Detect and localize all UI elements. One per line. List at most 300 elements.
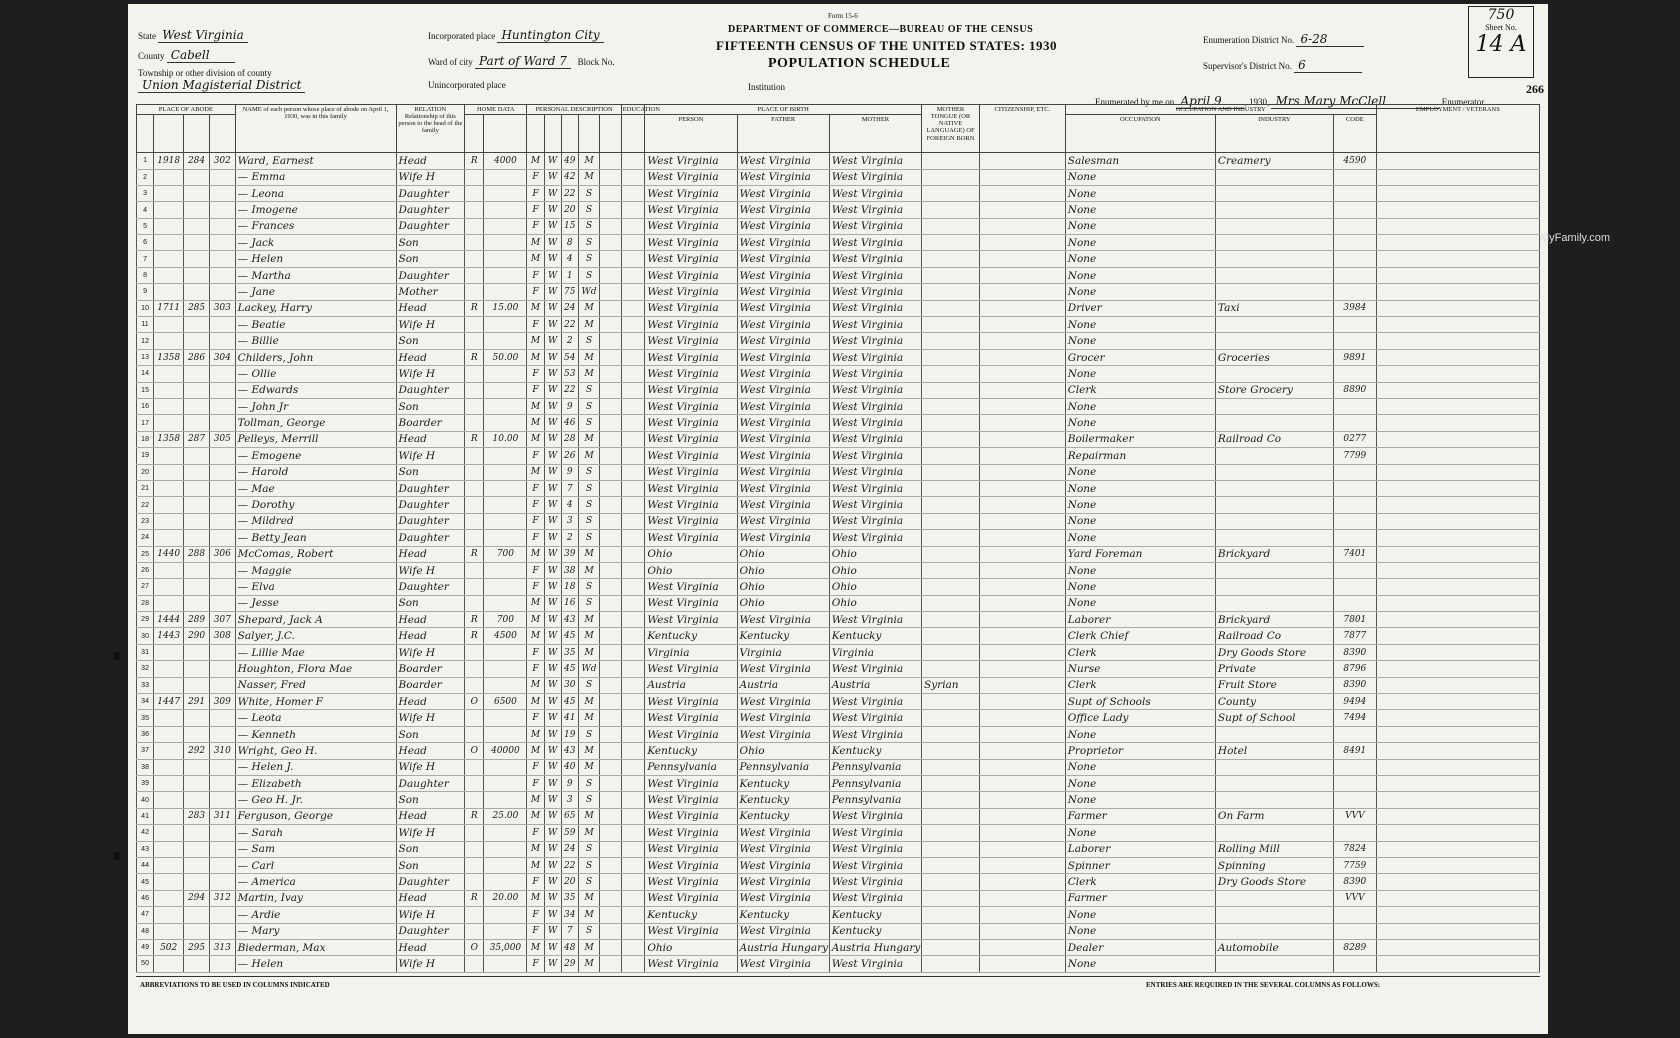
cell-val bbox=[484, 415, 527, 431]
cell-ms: M bbox=[578, 644, 599, 660]
cell-age: 53 bbox=[561, 366, 578, 382]
cell-line: 22 bbox=[137, 497, 154, 513]
cell-blank3 bbox=[979, 874, 1065, 890]
cell-dw bbox=[184, 792, 210, 808]
cell-blank3 bbox=[979, 185, 1065, 201]
cell-fb: West Virginia bbox=[737, 874, 829, 890]
sheet-number: 14 A bbox=[1475, 32, 1527, 57]
cell-own bbox=[465, 562, 484, 578]
cell-blank2 bbox=[621, 349, 645, 365]
cell-blank3 bbox=[979, 333, 1065, 349]
cell-tongue bbox=[922, 825, 980, 841]
cell-blank1 bbox=[600, 825, 621, 841]
cell-bp: West Virginia bbox=[645, 431, 737, 447]
cell-race: W bbox=[544, 235, 561, 251]
cell-own: O bbox=[465, 939, 484, 955]
cell-race: W bbox=[544, 366, 561, 382]
cell-occ: None bbox=[1065, 202, 1215, 218]
cell-ind bbox=[1215, 775, 1333, 791]
cell-val bbox=[484, 775, 527, 791]
cell-tongue bbox=[922, 300, 980, 316]
cell-sex: F bbox=[527, 317, 544, 333]
cell-name: Ferguson, George bbox=[235, 808, 396, 824]
cell-fam bbox=[209, 317, 235, 333]
cell-occ: Clerk bbox=[1065, 677, 1215, 693]
cell-blank3 bbox=[979, 841, 1065, 857]
cell-rel: Daughter bbox=[396, 874, 465, 890]
cell-blank2 bbox=[621, 218, 645, 234]
cell-code bbox=[1333, 333, 1376, 349]
cell-tongue bbox=[922, 267, 980, 283]
cell-blank3 bbox=[979, 513, 1065, 529]
cell-rel: Head bbox=[396, 743, 465, 759]
cell-st bbox=[154, 235, 184, 251]
cell-dw: 294 bbox=[184, 890, 210, 906]
cell-name: — Geo H. Jr. bbox=[235, 792, 396, 808]
cell-bp: Austria bbox=[645, 677, 737, 693]
cell-blank3 bbox=[979, 612, 1065, 628]
cell-ms: S bbox=[578, 841, 599, 857]
cell-line: 49 bbox=[137, 939, 154, 955]
cell-ind: Automobile bbox=[1215, 939, 1333, 955]
cell-blank2 bbox=[621, 530, 645, 546]
cell-blank4 bbox=[1376, 792, 1539, 808]
cell-dw bbox=[184, 399, 210, 415]
cell-sex: F bbox=[527, 775, 544, 791]
cell-blank3 bbox=[979, 530, 1065, 546]
cell-fam bbox=[209, 661, 235, 677]
cell-code bbox=[1333, 251, 1376, 267]
cell-age: 22 bbox=[561, 382, 578, 398]
cell-age: 65 bbox=[561, 808, 578, 824]
cell-fb: Ohio bbox=[737, 743, 829, 759]
cell-fb: Ohio bbox=[737, 595, 829, 611]
cell-blank2 bbox=[621, 366, 645, 382]
cell-blank4 bbox=[1376, 726, 1539, 742]
cell-st: 1918 bbox=[154, 153, 184, 169]
cell-occ: None bbox=[1065, 759, 1215, 775]
col-code: CODE bbox=[1333, 115, 1376, 153]
cell-code bbox=[1333, 907, 1376, 923]
cell-fam: 312 bbox=[209, 890, 235, 906]
cell-race: W bbox=[544, 759, 561, 775]
cell-val bbox=[484, 235, 527, 251]
cell-name: — Dorothy bbox=[235, 497, 396, 513]
cell-fam bbox=[209, 382, 235, 398]
cell-race: W bbox=[544, 612, 561, 628]
cell-blank1 bbox=[600, 562, 621, 578]
cell-fam bbox=[209, 169, 235, 185]
cell-blank3 bbox=[979, 628, 1065, 644]
cell-blank2 bbox=[621, 612, 645, 628]
cell-blank4 bbox=[1376, 677, 1539, 693]
cell-blank4 bbox=[1376, 694, 1539, 710]
cell-blank2 bbox=[621, 677, 645, 693]
cell-blank3 bbox=[979, 448, 1065, 464]
cell-blank4 bbox=[1376, 530, 1539, 546]
cell-line: 45 bbox=[137, 874, 154, 890]
cell-own bbox=[465, 956, 484, 972]
cell-bp: West Virginia bbox=[645, 497, 737, 513]
cell-rel: Head bbox=[396, 431, 465, 447]
cell-blank1 bbox=[600, 284, 621, 300]
cell-blank1 bbox=[600, 333, 621, 349]
cell-own bbox=[465, 464, 484, 480]
cell-blank1 bbox=[600, 923, 621, 939]
cell-name: Shepard, Jack A bbox=[235, 612, 396, 628]
table-row bbox=[137, 513, 1540, 529]
cell-dw bbox=[184, 415, 210, 431]
cell-blank2 bbox=[621, 759, 645, 775]
table-row bbox=[137, 251, 1540, 267]
cell-blank3 bbox=[979, 218, 1065, 234]
table-row bbox=[137, 775, 1540, 791]
cell-val bbox=[484, 366, 527, 382]
cell-val: 4500 bbox=[484, 628, 527, 644]
cell-race: W bbox=[544, 661, 561, 677]
cell-tongue bbox=[922, 661, 980, 677]
punch-hole bbox=[113, 852, 121, 860]
cell-val bbox=[484, 333, 527, 349]
table-row bbox=[137, 333, 1540, 349]
cell-blank2 bbox=[621, 464, 645, 480]
cell-fam bbox=[209, 267, 235, 283]
cell-fb: West Virginia bbox=[737, 153, 829, 169]
cell-race: W bbox=[544, 546, 561, 562]
cell-ms: M bbox=[578, 349, 599, 365]
cell-tongue bbox=[922, 628, 980, 644]
cell-occ: None bbox=[1065, 317, 1215, 333]
cell-blank3 bbox=[979, 317, 1065, 333]
cell-st bbox=[154, 923, 184, 939]
cell-name: — Ardie bbox=[235, 907, 396, 923]
cell-fam bbox=[209, 333, 235, 349]
table-row bbox=[137, 202, 1540, 218]
cell-race: W bbox=[544, 267, 561, 283]
cell-bp: West Virginia bbox=[645, 202, 737, 218]
cell-sex: M bbox=[527, 415, 544, 431]
cell-blank4 bbox=[1376, 169, 1539, 185]
cell-bp: West Virginia bbox=[645, 956, 737, 972]
cell-age: 45 bbox=[561, 661, 578, 677]
cell-name: — Mae bbox=[235, 480, 396, 496]
cell-mb: West Virginia bbox=[829, 153, 921, 169]
cell-dw bbox=[184, 267, 210, 283]
cell-name: — Ollie bbox=[235, 366, 396, 382]
cell-mb: Austria bbox=[829, 677, 921, 693]
cell-rel: Son bbox=[396, 792, 465, 808]
table-row bbox=[137, 464, 1540, 480]
cell-age: 2 bbox=[561, 333, 578, 349]
cell-st bbox=[154, 267, 184, 283]
cell-ind bbox=[1215, 366, 1333, 382]
cell-line: 9 bbox=[137, 284, 154, 300]
cell-line: 4 bbox=[137, 202, 154, 218]
cell-rel: Wife H bbox=[396, 956, 465, 972]
table-row bbox=[137, 546, 1540, 562]
cell-sex: M bbox=[527, 235, 544, 251]
cell-own bbox=[465, 169, 484, 185]
cell-fam bbox=[209, 710, 235, 726]
cell-occ: None bbox=[1065, 595, 1215, 611]
table-row bbox=[137, 628, 1540, 644]
cell-line: 1 bbox=[137, 153, 154, 169]
cell-st bbox=[154, 497, 184, 513]
cell-occ: Spinner bbox=[1065, 857, 1215, 873]
table-row bbox=[137, 497, 1540, 513]
cell-occ: None bbox=[1065, 235, 1215, 251]
cell-code bbox=[1333, 497, 1376, 513]
cell-name: Tollman, George bbox=[235, 415, 396, 431]
cell-blank2 bbox=[621, 415, 645, 431]
cell-blank3 bbox=[979, 694, 1065, 710]
cell-st bbox=[154, 464, 184, 480]
cell-sex: F bbox=[527, 218, 544, 234]
cell-blank4 bbox=[1376, 317, 1539, 333]
cell-line: 26 bbox=[137, 562, 154, 578]
cell-own bbox=[465, 759, 484, 775]
cell-blank4 bbox=[1376, 890, 1539, 906]
cell-age: 75 bbox=[561, 284, 578, 300]
table-row bbox=[137, 661, 1540, 677]
cell-sex: F bbox=[527, 513, 544, 529]
cell-own bbox=[465, 202, 484, 218]
cell-val bbox=[484, 644, 527, 660]
population-table bbox=[136, 104, 1540, 973]
cell-rel: Boarder bbox=[396, 415, 465, 431]
cell-race: W bbox=[544, 333, 561, 349]
cell-code: 7801 bbox=[1333, 612, 1376, 628]
cell-code bbox=[1333, 284, 1376, 300]
cell-mb: West Virginia bbox=[829, 284, 921, 300]
table-row bbox=[137, 612, 1540, 628]
cell-bp: West Virginia bbox=[645, 317, 737, 333]
cell-code: 9494 bbox=[1333, 694, 1376, 710]
cell-fam bbox=[209, 841, 235, 857]
cell-rel: Son bbox=[396, 595, 465, 611]
cell-ind: Creamery bbox=[1215, 153, 1333, 169]
cell-race: W bbox=[544, 317, 561, 333]
cell-ms: M bbox=[578, 366, 599, 382]
cell-blank1 bbox=[600, 415, 621, 431]
cell-blank3 bbox=[979, 759, 1065, 775]
cell-tongue bbox=[922, 153, 980, 169]
table-row bbox=[137, 923, 1540, 939]
cell-blank3 bbox=[979, 726, 1065, 742]
county-field: County Cabell bbox=[138, 48, 235, 63]
cell-age: 41 bbox=[561, 710, 578, 726]
cell-fam bbox=[209, 595, 235, 611]
cell-rel: Wife H bbox=[396, 317, 465, 333]
cell-tongue bbox=[922, 448, 980, 464]
cell-fam: 309 bbox=[209, 694, 235, 710]
township-field: Township or other division of county Union Magisterial District bbox=[138, 68, 428, 93]
cell-fam bbox=[209, 644, 235, 660]
cell-blank4 bbox=[1376, 579, 1539, 595]
cell-rel: Daughter bbox=[396, 185, 465, 201]
cell-rel: Mother bbox=[396, 284, 465, 300]
cell-blank4 bbox=[1376, 497, 1539, 513]
stamp-number: 750 bbox=[1487, 7, 1515, 23]
cell-tongue bbox=[922, 202, 980, 218]
cell-occ: Clerk Chief bbox=[1065, 628, 1215, 644]
cell-blank1 bbox=[600, 956, 621, 972]
cell-own: R bbox=[465, 628, 484, 644]
cell-own bbox=[465, 497, 484, 513]
cell-ind bbox=[1215, 218, 1333, 234]
col-education: EDUCATION bbox=[622, 106, 660, 113]
cell-sex: F bbox=[527, 579, 544, 595]
cell-bp: West Virginia bbox=[645, 333, 737, 349]
table-row bbox=[137, 431, 1540, 447]
cell-val: 4000 bbox=[484, 153, 527, 169]
cell-st bbox=[154, 792, 184, 808]
cell-occ: None bbox=[1065, 185, 1215, 201]
cell-blank2 bbox=[621, 333, 645, 349]
cell-name: — Mildred bbox=[235, 513, 396, 529]
cell-age: 3 bbox=[561, 792, 578, 808]
cell-sex: F bbox=[527, 956, 544, 972]
cell-occ: None bbox=[1065, 907, 1215, 923]
cell-fam: 311 bbox=[209, 808, 235, 824]
cell-race: W bbox=[544, 808, 561, 824]
cell-age: 43 bbox=[561, 743, 578, 759]
cell-ms: S bbox=[578, 775, 599, 791]
cell-ind bbox=[1215, 202, 1333, 218]
cell-ind bbox=[1215, 726, 1333, 742]
col-citizenship: CITIZENSHIP, ETC. bbox=[979, 105, 1065, 153]
cell-blank1 bbox=[600, 530, 621, 546]
cell-blank2 bbox=[621, 235, 645, 251]
cell-rel: Wife H bbox=[396, 448, 465, 464]
cell-val bbox=[484, 907, 527, 923]
cell-mb: Kentucky bbox=[829, 743, 921, 759]
table-row bbox=[137, 890, 1540, 906]
cell-tongue bbox=[922, 317, 980, 333]
cell-rel: Head bbox=[396, 153, 465, 169]
cell-dw bbox=[184, 480, 210, 496]
cell-bp: Ohio bbox=[645, 939, 737, 955]
cell-dw: 290 bbox=[184, 628, 210, 644]
cell-line: 38 bbox=[137, 759, 154, 775]
cell-st bbox=[154, 185, 184, 201]
cell-tongue bbox=[922, 694, 980, 710]
cell-dw: 287 bbox=[184, 431, 210, 447]
cell-ms: M bbox=[578, 153, 599, 169]
cell-ind bbox=[1215, 448, 1333, 464]
cell-name: — Beatie bbox=[235, 317, 396, 333]
cell-blank2 bbox=[621, 726, 645, 742]
cell-blank2 bbox=[621, 808, 645, 824]
cell-ind bbox=[1215, 235, 1333, 251]
cell-blank1 bbox=[600, 726, 621, 742]
cell-ms: M bbox=[578, 431, 599, 447]
cell-mb: Austria Hungary bbox=[829, 939, 921, 955]
cell-dw bbox=[184, 775, 210, 791]
cell-age: 2 bbox=[561, 530, 578, 546]
cell-occ: Farmer bbox=[1065, 808, 1215, 824]
cell-ind bbox=[1215, 530, 1333, 546]
cell-age: 4 bbox=[561, 497, 578, 513]
cell-fam: 305 bbox=[209, 431, 235, 447]
cell-blank4 bbox=[1376, 775, 1539, 791]
cell-bp: West Virginia bbox=[645, 218, 737, 234]
cell-blank3 bbox=[979, 546, 1065, 562]
cell-blank3 bbox=[979, 907, 1065, 923]
cell-age: 22 bbox=[561, 317, 578, 333]
census-title: FIFTEENTH CENSUS OF THE UNITED STATES: 1930 bbox=[716, 38, 1058, 53]
cell-st bbox=[154, 743, 184, 759]
cell-code bbox=[1333, 825, 1376, 841]
cell-fb: West Virginia bbox=[737, 726, 829, 742]
cell-blank2 bbox=[621, 169, 645, 185]
cell-occ: None bbox=[1065, 513, 1215, 529]
cell-mb: West Virginia bbox=[829, 890, 921, 906]
cell-bp: West Virginia bbox=[645, 415, 737, 431]
cell-dw bbox=[184, 235, 210, 251]
cell-race: W bbox=[544, 399, 561, 415]
cell-blank2 bbox=[621, 431, 645, 447]
cell-dw: 285 bbox=[184, 300, 210, 316]
cell-st: 502 bbox=[154, 939, 184, 955]
cell-val bbox=[484, 513, 527, 529]
cell-bp: Kentucky bbox=[645, 743, 737, 759]
cell-blank4 bbox=[1376, 431, 1539, 447]
cell-fb: Kentucky bbox=[737, 907, 829, 923]
cell-name: — Kenneth bbox=[235, 726, 396, 742]
cell-blank4 bbox=[1376, 415, 1539, 431]
cell-ind bbox=[1215, 579, 1333, 595]
cell-tongue bbox=[922, 497, 980, 513]
cell-code: 8890 bbox=[1333, 382, 1376, 398]
cell-ms: M bbox=[578, 825, 599, 841]
table-row bbox=[137, 677, 1540, 693]
cell-val bbox=[484, 317, 527, 333]
cell-occ: Repairman bbox=[1065, 448, 1215, 464]
cell-st bbox=[154, 857, 184, 873]
cell-blank3 bbox=[979, 579, 1065, 595]
cell-race: W bbox=[544, 562, 561, 578]
cell-bp: Ohio bbox=[645, 562, 737, 578]
cell-tongue bbox=[922, 562, 980, 578]
cell-rel: Head bbox=[396, 890, 465, 906]
cell-bp: West Virginia bbox=[645, 448, 737, 464]
cell-bp: West Virginia bbox=[645, 300, 737, 316]
cell-fam bbox=[209, 923, 235, 939]
cell-blank2 bbox=[621, 939, 645, 955]
cell-mb: Kentucky bbox=[829, 923, 921, 939]
cell-ms: M bbox=[578, 890, 599, 906]
cell-code: VVV bbox=[1333, 808, 1376, 824]
cell-blank1 bbox=[600, 890, 621, 906]
cell-mb: West Virginia bbox=[829, 267, 921, 283]
cell-code bbox=[1333, 185, 1376, 201]
cell-bp: West Virginia bbox=[645, 349, 737, 365]
cell-rel: Daughter bbox=[396, 202, 465, 218]
cell-bp: West Virginia bbox=[645, 775, 737, 791]
cell-dw bbox=[184, 497, 210, 513]
cell-ind bbox=[1215, 251, 1333, 267]
cell-mb: West Virginia bbox=[829, 251, 921, 267]
cell-race: W bbox=[544, 218, 561, 234]
cell-blank1 bbox=[600, 251, 621, 267]
col-industry: INDUSTRY bbox=[1215, 115, 1333, 153]
cell-blank3 bbox=[979, 890, 1065, 906]
col-father: FATHER bbox=[737, 115, 829, 153]
cell-fb: West Virginia bbox=[737, 661, 829, 677]
cell-age: 30 bbox=[561, 677, 578, 693]
cell-blank2 bbox=[621, 956, 645, 972]
